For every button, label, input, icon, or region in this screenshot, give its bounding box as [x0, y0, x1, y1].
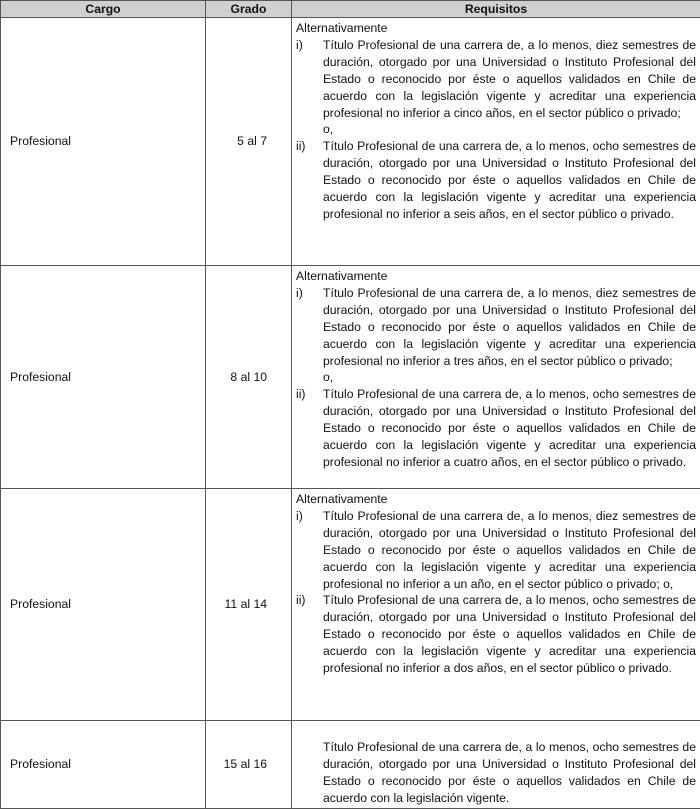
item-text: Título Profesional de una carrera de, a lo menos, ocho semestres de duración, otorgado por una Universidad o Instituto Profesional del Estado o reconocido por éste o aquellos validados en Chile de acuerdo con la legislación vigente y acreditar una experiencia profesional no inferior a cuatro años, en el sector público o privado.	[323, 386, 696, 471]
item-text: Título Profesional de una carrera de, a lo menos, diez semestres de duración, otorgado por una Universidad o Instituto Profesional del Estado o reconocido por éste o aquellos validados en Chile de acuerdo con la legislación vigente y acreditar una experiencia profesional no inferior a cinco años, en el sector público o privado;	[323, 37, 696, 122]
requirement-item	[296, 138, 696, 223]
requisitos-cell	[292, 489, 700, 721]
requirement-item	[296, 386, 696, 471]
requisitos-cell	[292, 266, 700, 489]
requirement-item	[296, 37, 696, 122]
requirement-text: Título Profesional de una carrera de, a lo menos, ocho semestres de duración, otorgado por una Universidad o Instituto Profesional del Estado o reconocido por éste o aquellos validados en Chile de acuerdo con la legislación vigente.	[296, 739, 696, 807]
item-number: i)	[296, 37, 323, 54]
header-cargo: Cargo	[1, 1, 206, 18]
cargo-cell: Profesional	[1, 721, 206, 809]
cargo-cell: Profesional	[1, 489, 206, 721]
requirement-item	[296, 508, 696, 593]
item-number: ii)	[296, 592, 323, 609]
item-text: Título Profesional de una carrera de, a lo menos, ocho semestres de duración, otorgado por una Universidad o Instituto Profesional del Estado o reconocido por éste o aquellos validados en Chile de acuerdo con la legislación vigente y acreditar una experiencia profesional no inferior a seis años, en el sector público o privado.	[323, 138, 696, 223]
header-grado: Grado	[206, 1, 292, 18]
header-requisitos: Requisitos	[292, 1, 700, 18]
table-row	[1, 721, 700, 809]
requisitos-cell	[292, 18, 700, 266]
grado-cell: 5 al 7	[206, 18, 292, 266]
cargo-cell: Profesional	[1, 18, 206, 266]
item-number: i)	[296, 285, 323, 302]
item-text: Título Profesional de una carrera de, a lo menos, diez semestres de duración, otorgado por una Universidad o Instituto Profesional del Estado o reconocido por éste o aquellos validados en Chile de acuerdo con la legislación vigente y acreditar una experiencia profesional no inferior a un año, en el sector público o privado; o,	[323, 508, 696, 593]
separator-text: o,	[296, 121, 696, 138]
intro-text: Alternativamente	[296, 491, 696, 508]
item-number: ii)	[296, 138, 323, 155]
grado-cell: 11 al 14	[206, 489, 292, 721]
table-row	[1, 18, 700, 266]
item-number: ii)	[296, 386, 323, 403]
requisitos-cell	[292, 721, 700, 809]
item-number: i)	[296, 508, 323, 525]
item-text: Título Profesional de una carrera de, a lo menos, ocho semestres de duración, otorgado por una Universidad o Instituto Profesional del Estado o reconocido por éste o aquellos validados en Chile de acuerdo con la legislación vigente y acreditar una experiencia profesional no inferior a dos años, en el sector público o privado.	[323, 592, 696, 677]
grado-cell: 15 al 16	[206, 721, 292, 809]
grado-cell: 8 al 10	[206, 266, 292, 489]
requirement-item	[296, 592, 696, 677]
item-text: Título Profesional de una carrera de, a lo menos, diez semestres de duración, otorgado por una Universidad o Instituto Profesional del Estado o reconocido por éste o aquellos validados en Chile de acuerdo con la legislación vigente y acreditar una experiencia profesional no inferior a tres años, en el sector público o privado;	[323, 285, 696, 370]
requirement-item	[296, 285, 696, 370]
intro-text: Alternativamente	[296, 268, 696, 285]
separator-text: o,	[296, 369, 696, 386]
table-row	[1, 266, 700, 489]
intro-text: Alternativamente	[296, 20, 696, 37]
header-row	[1, 1, 700, 18]
table-row	[1, 489, 700, 721]
cargo-cell: Profesional	[1, 266, 206, 489]
